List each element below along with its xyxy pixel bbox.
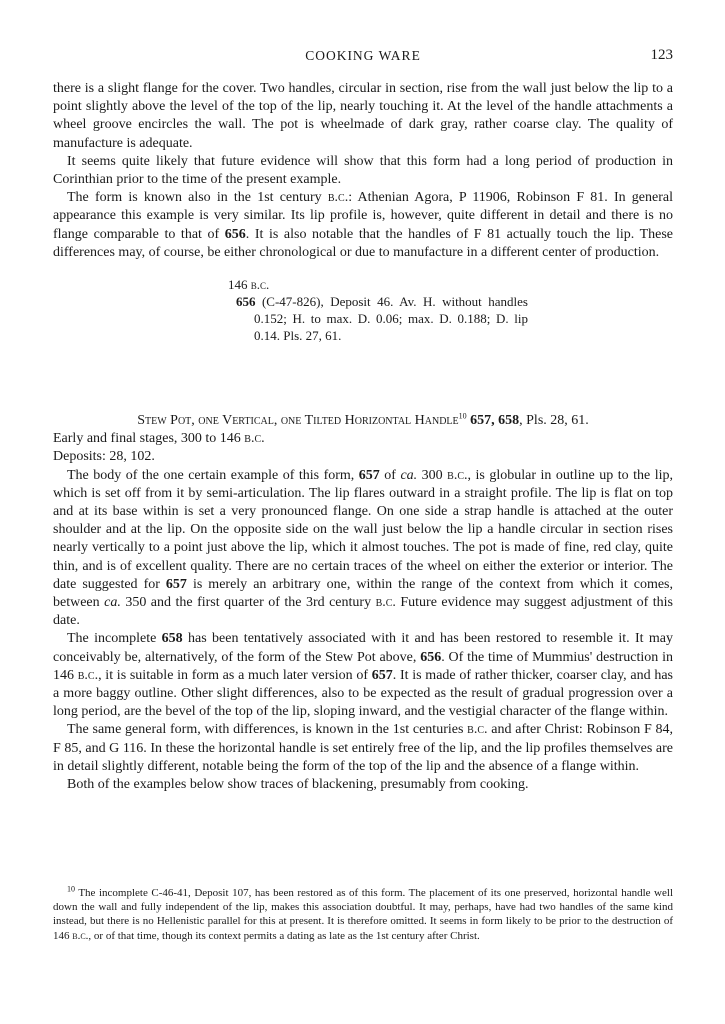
page xyxy=(53,48,673,794)
page-number: 123 xyxy=(650,47,673,63)
paragraph-form-known: The form is known also in the 1st century b.c.: Athenian Agora, P 11906, Robinson F 81. In general appearance this example is very similar. Its lip profile is, however, quite different in detail and there is no flange comparable to that of 656. It is also notable that the handles of F 81 actually touch the lip. These differences may, of course, be either chronological or due to manufacture in a different center of production. xyxy=(53,190,674,260)
entry-item: 656 (C-47-826), Deposit 46. Av. H. without handles 0.152; H. to max. D. 0.06; max. D. 0.188; D. lip 0.14. Pls. 27, 61. xyxy=(236,294,528,344)
main-text xyxy=(53,80,673,794)
stages-line: Early and final stages, 300 to 146 b.c. xyxy=(53,431,265,447)
section-heading: Stew Pot, one Vertical, one Tilted Horizontal Handle$^{10}$ 657, 658, Pls. 28, 61. xyxy=(137,411,589,429)
footnote: $^{10}$ The incomplete C-46-41, Deposit 107, has been restored as of this form. The placement of its one preserved, horizontal handle well down the wall and fully independent of the lip, makes this association doubtful. It may, perhaps, have had two handles of the same kind instead, but there is no Hellenistic parallel for this at present. It is therefore omitted. It seems in form likely to be prior to the destruction of 146 b.c., or of that time, though its context permits a dating as late as the 1st century after Christ. xyxy=(53,884,673,942)
running-title: COOKING WARE xyxy=(305,48,421,63)
paragraph-future-evidence: It seems quite likely that future evidence will show that this form had a long period of production in Corinthian prior to the time of the present example. xyxy=(53,153,673,188)
footnote-ref[interactable]: 10 xyxy=(458,411,467,421)
deposits-line: Deposits: 28, 102. xyxy=(53,449,155,465)
entry-date: 146 b.c. xyxy=(228,277,270,293)
paragraph-incomplete-658: The incomplete 658 has been tentatively associated with it and has been restored to resemble it. It may conceivably be, alternatively, of the form of the Stew Pot above, 656. Of the time of Mummius' destruction in 146 b.c., it is suitable in form as a much later version of 657. It is made of rather thicker, coarser clay, and has a more baggy outline. Other slight differences, also to be expected as the result of gradual progression over a long period, are the bevel of the top of the lip, sloping inward, and the vestigial character of the flange within. xyxy=(53,631,673,720)
running-header xyxy=(53,48,673,70)
catalogue-entry-656 xyxy=(228,276,528,344)
footnote-number: 10 xyxy=(67,884,75,894)
paragraph-body-description: The body of the one certain example of this form, 657 of ca. 300 b.c., is globular in outline up to the lip, which is set off from it by semi-articulation. The lip flares outward in a straight profile. The lip is flat on top and at its base within is set a very pronounced flange. On one side a strap handle is attached at the outer shoulder and at the lip. On the opposite side on the wall just below the lip a handle circular in section rises nearly vertically to a point just above the lip, which it almost touches. The pot is made of fine, red clay, quite thin, and is of excellent quality. There are no certain traces of the wheel on either the exterior or interior. The date suggested for 657 is merely an arbitrary one, within the range of the context from which it comes, between ca. 350 and the first quarter of the 3rd century b.c. Future evidence may suggest adjustment of this date. xyxy=(53,467,674,629)
paragraph-blackening: Both of the examples below show traces of blackening, presumably from cooking. xyxy=(67,777,529,793)
paragraph-same-form: The same general form, with differences, is known in the 1st centuries b.c. and after Christ: Robinson F 84, F 85, and G 116. In these the horizontal handle is set entirely free of the lip, and the lip profiles themselves are in detail slightly different, notable being the form of the top of the lip and the absence of a flange within. xyxy=(53,722,673,774)
paragraph-flange: there is a slight flange for the cover. Two handles, circular in section, rise from the wall just below the lip to a point slightly above the level of the top of the lip, nearly touching it. At the level of the handle attachments a wheel groove encircles the wall. The pot is wheelmade of dark gray, rather coarse clay. The quality of manufacture is adequate. xyxy=(53,81,673,151)
